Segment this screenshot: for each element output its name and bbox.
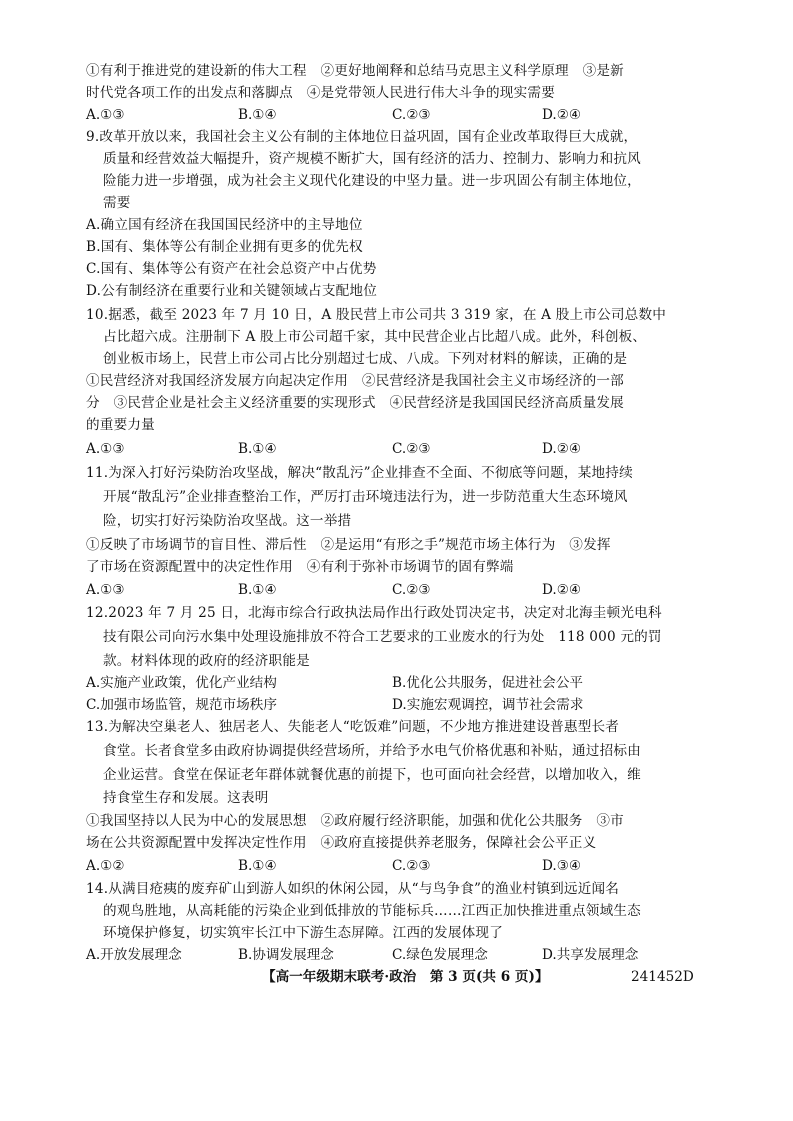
option-b: B.①④ bbox=[238, 107, 277, 123]
option-c: C.国有、集体等公有资产在社会总资产中占优势 bbox=[86, 261, 377, 277]
question-11-text: 11.为深入打好污染防治攻坚战，解决“散乱污”企业排查不全面、不彻底等问题，某地持续 bbox=[86, 465, 633, 481]
option-a: A.①③ bbox=[86, 441, 125, 457]
option-a: A.①③ bbox=[86, 582, 125, 598]
text-line: 的重要力量 bbox=[86, 417, 155, 433]
option-c: C.绿色发展理念 bbox=[392, 947, 488, 963]
option-d: D.②④ bbox=[542, 441, 582, 457]
question-12-text: 12.2023 年 7 月 25 日，北海市综合行政执法局作出行政处罚决定书，决定对北海圭顿光电科 bbox=[86, 605, 662, 621]
text-line: 需要 bbox=[103, 195, 131, 211]
question-9-text: 9.改革开放以来，我国社会主义公有制的主体地位日益巩固，国有企业改革取得巨大成就， bbox=[86, 129, 638, 145]
text-line: 持食堂生存和发展。这表明 bbox=[103, 790, 269, 806]
option-c: C.②③ bbox=[392, 582, 431, 598]
option-b: B.①④ bbox=[238, 582, 277, 598]
option-d: D.②④ bbox=[542, 582, 582, 598]
option-a: A.开放发展理念 bbox=[86, 947, 182, 963]
text-line: 食堂。长者食堂多由政府协调提供经营场所，并给予水电气价格优惠和补贴，通过招标由 bbox=[103, 743, 641, 759]
option-c: C.②③ bbox=[392, 441, 431, 457]
option-c: C.加强市场监管，规范市场秩序 bbox=[86, 697, 277, 713]
page-footer: 【高一年级期末联考·政治 第 3 页(共 6 页)】 bbox=[262, 969, 549, 985]
option-a: A.①② bbox=[86, 858, 125, 874]
text-line: 了市场在资源配置中的决定性作用 ④有利于弥补市场调节的固有弊端 bbox=[86, 559, 514, 575]
text-line: 场在公共资源配置中发挥决定性作用 ④政府直接提供养老服务，保障社会公平正义 bbox=[86, 835, 597, 851]
text-line: 款。材料体现的政府的经济职能是 bbox=[103, 653, 310, 669]
text-line: ①有利于推进党的建设新的伟大工程 ②更好地阐释和总结马克思主义科学原理 ③是新 bbox=[86, 63, 624, 79]
text-line: 创业板市场上，民营上市公司占比分别超过七成、八成。下列对材料的解读，正确的是 bbox=[103, 351, 628, 367]
question-14-text: 14.从满目疮痍的废弃矿山到游人如织的休闲公园，从“与鸟争食”的渔业村镇到远近闻名 bbox=[86, 881, 620, 897]
text-line: 的观鸟胜地，从高耗能的污染企业到低排放的节能标兵……江西正加快推进重点领域生态 bbox=[103, 903, 641, 919]
option-c: C.②③ bbox=[392, 858, 431, 874]
question-13-text: 13.为解决空巢老人、独居老人、失能老人“吃饭难”问题，不少地方推进建设普惠型长者 bbox=[86, 719, 620, 735]
option-d: D.共享发展理念 bbox=[542, 947, 639, 963]
text-line: ①民营经济对我国经济发展方向起决定作用 ②民营经济是我国社会主义市场经济的一部 bbox=[86, 373, 624, 389]
text-line: ①我国坚持以人民为中心的发展思想 ②政府履行经济职能，加强和优化公共服务 ③市 bbox=[86, 813, 624, 829]
text-line: 技有限公司向污水集中处理设施排放不符合工艺要求的工业废水的行为处 118 000 元的罚 bbox=[103, 629, 662, 645]
option-b: B.优化公共服务，促进社会公平 bbox=[392, 675, 584, 691]
option-d: D.②④ bbox=[542, 107, 582, 123]
option-b: B.①④ bbox=[238, 858, 277, 874]
text-line: 占比超六成。注册制下 A 股上市公司超千家，其中民营企业占比超八成。此外，科创板、 bbox=[103, 329, 647, 345]
text-line: 环境保护修复，切实筑牢长江中下游生态屏障。江西的发展体现了 bbox=[103, 925, 504, 941]
option-a: A.实施产业政策，优化产业结构 bbox=[86, 675, 277, 691]
option-b: B.国有、集体等公有制企业拥有更多的优先权 bbox=[86, 239, 363, 255]
text-line: 分 ③民营企业是社会主义经济重要的实现形式 ④民营经济是我国国民经济高质量发展 bbox=[86, 395, 624, 411]
option-d: D.公有制经济在重要行业和关键领域占支配地位 bbox=[86, 283, 378, 299]
option-d: D.实施宏观调控，调节社会需求 bbox=[392, 697, 584, 713]
text-line: 时代党各项工作的出发点和落脚点 ④是党带领人民进行伟大斗争的现实需要 bbox=[86, 85, 555, 101]
option-a: A.确立国有经济在我国国民经济中的主导地位 bbox=[86, 217, 363, 233]
exam-code: 241452D bbox=[631, 969, 694, 985]
text-line: 企业运营。食堂在保证老年群体就餐优惠的前提下，也可面向社会经营，以增加收入，维 bbox=[103, 767, 641, 783]
option-a: A.①③ bbox=[86, 107, 125, 123]
option-d: D.③④ bbox=[542, 858, 582, 874]
option-b: B.①④ bbox=[238, 441, 277, 457]
option-c: C.②③ bbox=[392, 107, 431, 123]
text-line: 质量和经营效益大幅提升，资产规模不断扩大，国有经济的活力、控制力、影响力和抗风 bbox=[103, 151, 641, 167]
text-line: ①反映了市场调节的盲目性、滞后性 ②是运用“有形之手”规范市场主体行为 ③发挥 bbox=[86, 537, 611, 553]
text-line: 险能力进一步增强，成为社会主义现代化建设的中坚力量。进一步巩固公有制主体地位， bbox=[103, 173, 641, 189]
text-line: 开展“散乱污”企业排查整治工作，严厉打击环境违法行为，进一步防范重大生态环境风 bbox=[103, 489, 628, 505]
text-line: 险，切实打好污染防治攻坚战。这一举措 bbox=[103, 513, 352, 529]
option-b: B.协调发展理念 bbox=[238, 947, 334, 963]
question-10-text: 10.据悉，截至 2023 年 7 月 10 日，A 股民营上市公司共 3 319 家，在 A 股上市公司总数中 bbox=[86, 307, 667, 323]
